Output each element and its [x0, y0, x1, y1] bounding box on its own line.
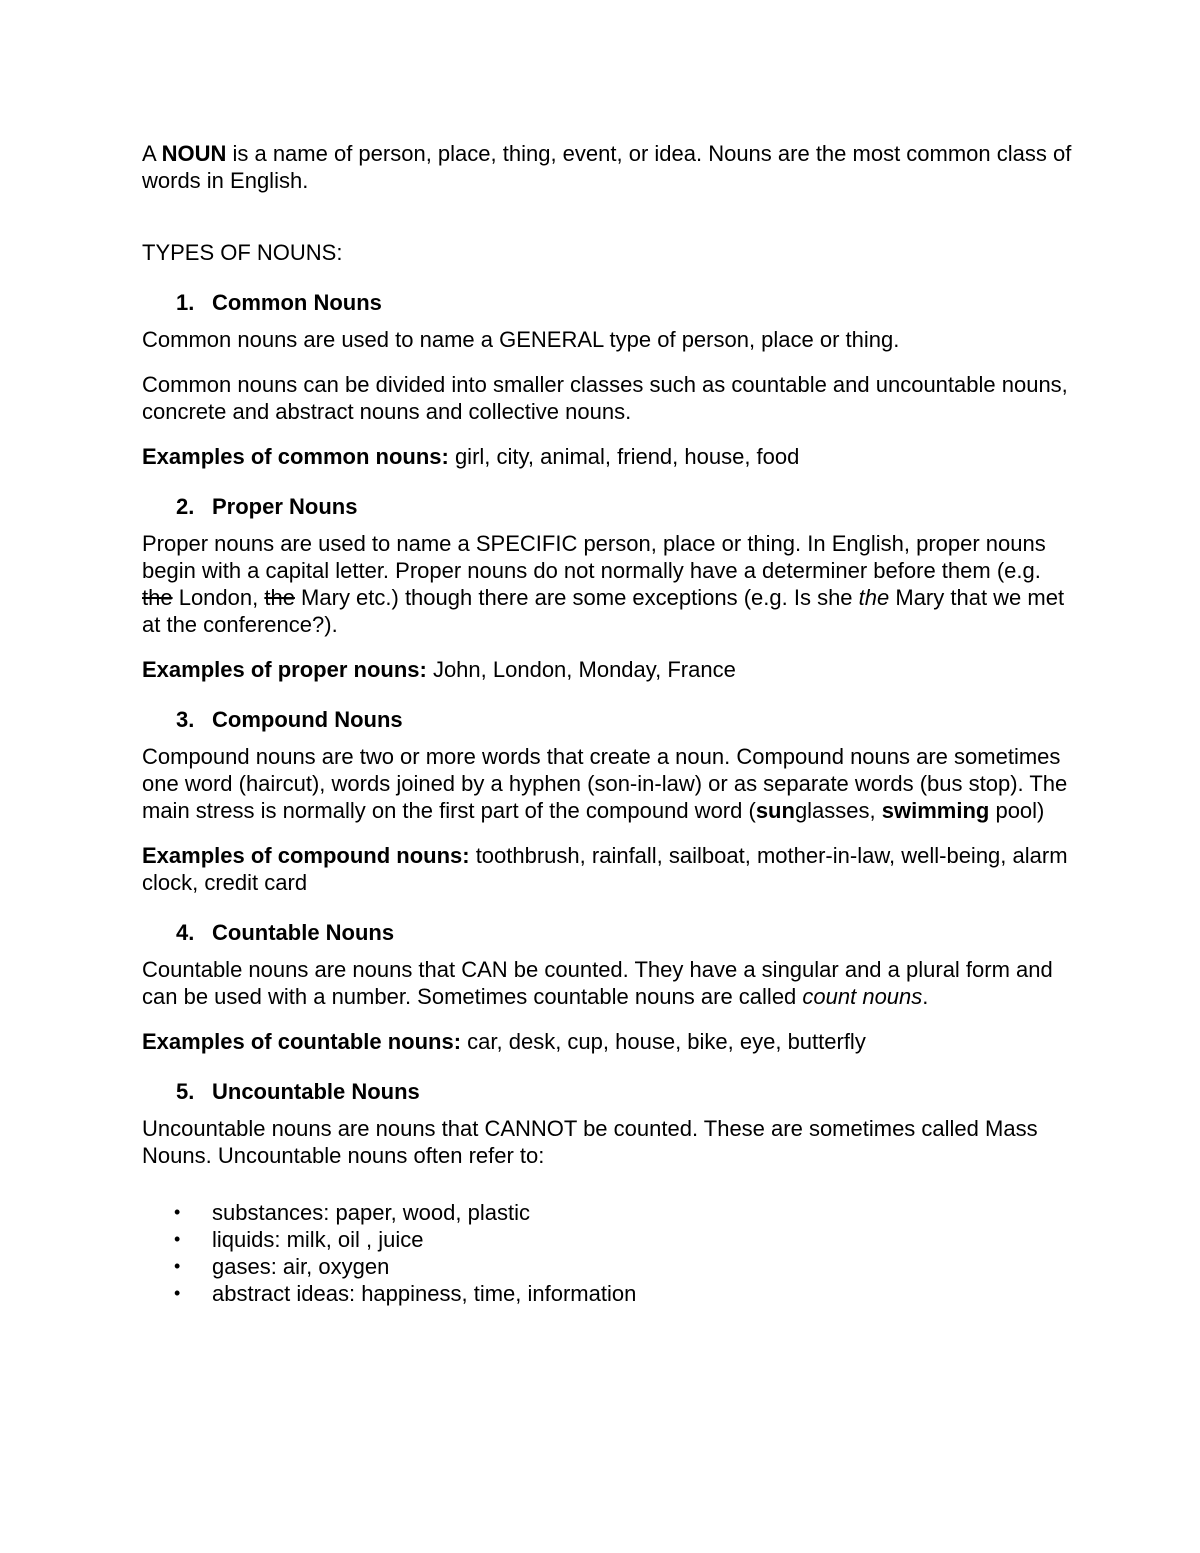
compound-examples	[142, 842, 1072, 896]
examples-text: John, London, Monday, France	[426, 657, 736, 682]
list-item	[142, 1199, 1072, 1226]
examples-text: toothbrush, rainfall, sailboat, mother-in-law, well-being, alarm clock, credit card	[142, 843, 1068, 895]
bullet-icon: •	[174, 1229, 181, 1249]
proper-examples	[142, 656, 1072, 683]
section-title: Uncountable Nouns	[212, 1079, 420, 1104]
intro-paragraph	[142, 140, 1072, 194]
common-para-1: Common nouns are used to name a GENERAL type of person, place or thing.	[142, 327, 900, 352]
section-title: Compound Nouns	[212, 707, 403, 732]
examples-label: Examples of compound nouns:	[142, 843, 470, 868]
section-number: 2.	[176, 494, 195, 519]
bullet-icon: •	[174, 1202, 181, 1222]
section-number: 1.	[176, 290, 195, 315]
section-title: Proper Nouns	[212, 494, 358, 519]
proper-para	[142, 530, 1072, 638]
list-item-text: abstract ideas: happiness, time, information	[212, 1281, 637, 1306]
stress-swimming: swimming	[881, 798, 990, 823]
list-item-text: liquids: milk, oil , juice	[212, 1227, 424, 1252]
intro-noun-word: NOUN	[161, 141, 227, 166]
section-heading-proper	[142, 493, 1072, 520]
section-heading-common	[142, 289, 1072, 316]
list-item	[142, 1226, 1072, 1253]
proper-para-part: Mary etc.) though there are some exceptions (e.g. Is she	[294, 585, 859, 610]
common-para-2: Common nouns can be divided into smaller classes such as countable and uncountable nouns, concrete and abstract nouns and collective nouns.	[142, 372, 1068, 424]
compound-para-part: glasses,	[794, 798, 882, 823]
types-heading: TYPES OF NOUNS:	[142, 240, 343, 265]
section-title: Countable Nouns	[212, 920, 395, 945]
uncountable-bullet-list	[142, 1199, 1072, 1307]
compound-para-part: Compound nouns are two or more words that create a noun. Compound nouns are sometimes one word (haircut), words joined by a hyphen (son-in-law) or as separate words (bus stop). The main stress is normally on the first part of the compound word (	[142, 744, 1068, 823]
proper-para-part: London,	[172, 585, 265, 610]
list-item-text: gases: air, oxygen	[212, 1254, 390, 1279]
compound-para-part: pool)	[989, 798, 1045, 823]
examples-label: Examples of countable nouns:	[142, 1029, 462, 1054]
section-number: 3.	[176, 707, 195, 732]
common-examples	[142, 443, 1072, 470]
list-item-text: substances: paper, wood, plastic	[212, 1200, 530, 1225]
intro-suffix: is a name of person, place, thing, event, or idea. Nouns are the most common class of words in English.	[142, 141, 1072, 193]
uncountable-para: Uncountable nouns are nouns that CANNOT be counted. These are sometimes called Mass Nouns. Uncountable nouns often refer to:	[142, 1116, 1038, 1168]
section-heading-uncountable	[142, 1078, 1072, 1105]
stress-sun: sun	[755, 798, 795, 823]
countable-para	[142, 956, 1072, 1010]
list-item	[142, 1280, 1072, 1307]
section-heading-compound	[142, 706, 1072, 733]
intro-prefix: A	[142, 141, 162, 166]
section-number: 5.	[176, 1079, 195, 1104]
bullet-icon: •	[174, 1283, 181, 1303]
proper-para-part: Proper nouns are used to name a SPECIFIC person, place or thing. In English, proper nouns begin with a capital letter. Proper nouns do not normally have a determiner before them (e.g.	[142, 531, 1046, 583]
examples-text: car, desk, cup, house, bike, eye, butterfly	[461, 1029, 866, 1054]
strikethrough-the: the	[142, 585, 173, 610]
section-title: Common Nouns	[212, 290, 382, 315]
italic-count-nouns: count nouns	[802, 984, 923, 1009]
compound-para	[142, 743, 1072, 824]
bullet-icon: •	[174, 1256, 181, 1276]
italic-the: the	[858, 585, 890, 610]
proper-para-part: Mary that we met at the conference?).	[142, 585, 1065, 637]
examples-label: Examples of proper nouns:	[142, 657, 427, 682]
countable-para-part: Countable nouns are nouns that CAN be counted. They have a singular and a plural form and can be used with a number. Sometimes countable nouns are called	[142, 957, 1053, 1009]
examples-label: Examples of common nouns:	[142, 444, 449, 469]
section-heading-countable	[142, 919, 1072, 946]
strikethrough-the: the	[264, 585, 295, 610]
examples-text: girl, city, animal, friend, house, food	[448, 444, 800, 469]
countable-para-part: .	[922, 984, 929, 1009]
countable-examples	[142, 1028, 1072, 1055]
document-page	[142, 140, 1072, 1307]
list-item	[142, 1253, 1072, 1280]
section-number: 4.	[176, 920, 195, 945]
